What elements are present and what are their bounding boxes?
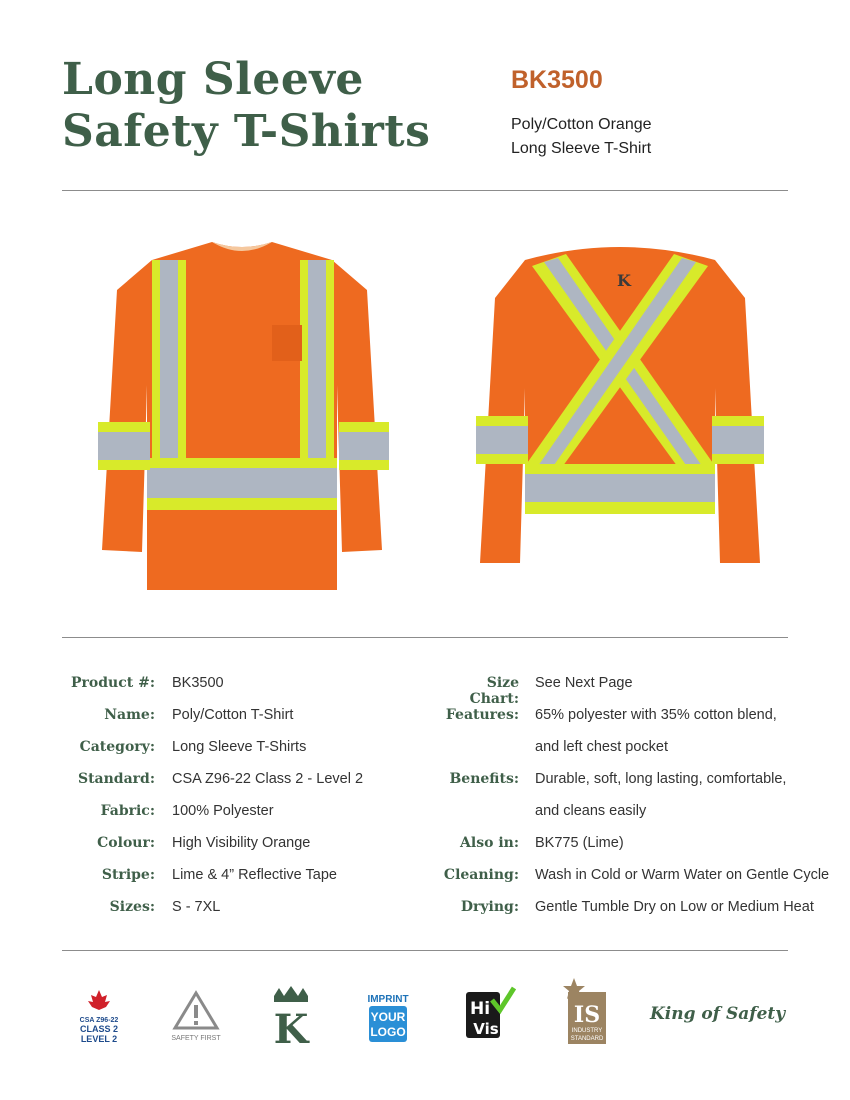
spec-value: Wash in Cold or Warm Water on Gentle Cycle [535, 867, 830, 883]
spec-label: Fabric: [100, 803, 155, 819]
front-reflective-left [160, 260, 178, 460]
front-sleeve-reflective-left [98, 432, 150, 460]
vis-text: Vis [473, 1020, 499, 1038]
king-k-logo [268, 986, 314, 1046]
spec-value: 65% polyester with 35% cotton blend, [535, 707, 777, 723]
spec-row [62, 768, 392, 800]
spec-row [434, 768, 794, 800]
spec-row [62, 672, 392, 704]
k-letter: K [273, 1006, 309, 1046]
spec-label: Cleaning: [443, 867, 519, 883]
spec-value: High Visibility Orange [172, 835, 311, 851]
spec-label: Also in: [460, 835, 519, 851]
divider-bottom [62, 950, 788, 951]
back-k-logo: K [617, 271, 631, 290]
csa-line-3: LEVEL 2 [80, 1034, 118, 1044]
subtitle-line-1: Poly/Cotton Orange [511, 116, 652, 133]
spec-value: BK3500 [172, 675, 224, 691]
spec-row [434, 832, 794, 864]
spec-value: CSA Z96-22 Class 2 - Level 2 [172, 771, 364, 787]
industry-letters: IS [573, 1002, 601, 1028]
back-reflective-band [525, 474, 715, 502]
back-sleeve-reflective-left [476, 426, 528, 454]
spec-value: Long Sleeve T-Shirts [172, 739, 307, 755]
csa-class2-level2-logo [74, 988, 124, 1046]
spec-label: Sizes: [109, 899, 155, 915]
product-code: BK3500 [511, 66, 603, 94]
crown-icon [274, 986, 308, 1002]
specs-left-column [62, 672, 392, 928]
spec-label: Benefits: [449, 771, 519, 787]
shirt-back-body [480, 247, 760, 563]
safety-first-text: SAFETY FIRST [171, 1035, 221, 1042]
hi-vis-logo [464, 986, 516, 1042]
spec-row [434, 896, 814, 928]
product-subtitle [511, 113, 652, 161]
spec-label: Drying: [460, 899, 519, 915]
hi-text: Hi [469, 999, 491, 1019]
spec-value: and left chest pocket [535, 739, 668, 755]
safety-first-logo [170, 990, 222, 1044]
maple-leaf-icon [88, 990, 110, 1010]
page-title [62, 54, 430, 158]
back-sleeve-reflective-right [712, 426, 764, 454]
imprint-text: IMPRINT [367, 994, 409, 1005]
spec-row [62, 704, 392, 736]
csa-line-2: CLASS 2 [79, 1024, 119, 1034]
spec-label: Standard: [77, 771, 155, 787]
spec-label: Colour: [97, 835, 155, 851]
spec-value: Poly/Cotton T-Shirt [172, 707, 294, 723]
csa-line-1: CSA Z96-22 [79, 1017, 119, 1024]
front-chest-pocket [272, 325, 302, 361]
title-line-2: Safety T-Shirts [62, 106, 431, 157]
spec-value: BK775 (Lime) [535, 835, 624, 851]
spec-label: Size Chart: [469, 675, 519, 707]
front-reflective-right [308, 260, 326, 460]
specs-right-column [434, 672, 830, 928]
front-sleeve-reflective-right [339, 432, 389, 460]
king-of-safety-wordmark: King of Safety [650, 1004, 786, 1024]
spec-value: Gentle Tumble Dry on Low or Medium Heat [535, 899, 814, 915]
shirt-back-image [470, 238, 770, 578]
imprint-your-text: YOUR [370, 1010, 406, 1024]
spec-label: Product #: [71, 675, 155, 691]
spec-label: Features: [445, 707, 519, 723]
standard-text: STANDARD [570, 1036, 604, 1042]
imprint-your-logo-badge [366, 992, 410, 1046]
spec-row [434, 864, 830, 896]
warning-dot [194, 1021, 198, 1025]
spec-row [434, 672, 794, 707]
spec-row [62, 864, 392, 896]
divider-middle [62, 637, 788, 638]
subtitle-line-2: Long Sleeve T-Shirt [511, 140, 652, 157]
spec-label: Category: [79, 739, 155, 755]
spec-label: Name: [104, 707, 155, 723]
spec-row [434, 736, 794, 768]
shirt-front-body [102, 242, 382, 590]
spec-value: Lime & 4” Reflective Tape [172, 867, 337, 883]
shirt-front-image [92, 230, 392, 600]
spec-row [62, 736, 392, 768]
spec-value: Durable, soft, long lasting, comfortable, [535, 771, 787, 787]
imprint-logo-text: LOGO [370, 1025, 406, 1039]
divider-top [62, 190, 788, 191]
spec-row [62, 832, 392, 864]
warning-mark [194, 1005, 198, 1018]
spec-value: See Next Page [535, 675, 633, 691]
spec-label: Stripe: [101, 867, 155, 883]
spec-row [434, 704, 794, 736]
title-line-1: Long Sleeve [62, 54, 364, 105]
industry-standard-logo [560, 976, 614, 1046]
spec-value: 100% Polyester [172, 803, 274, 819]
front-reflective-band [147, 468, 337, 498]
spec-row [62, 896, 392, 928]
spec-row [434, 800, 794, 832]
spec-value: S - 7XL [172, 899, 221, 915]
industry-text: INDUSTRY [571, 1028, 603, 1034]
spec-value: and cleans easily [535, 803, 647, 819]
spec-row [62, 800, 392, 832]
